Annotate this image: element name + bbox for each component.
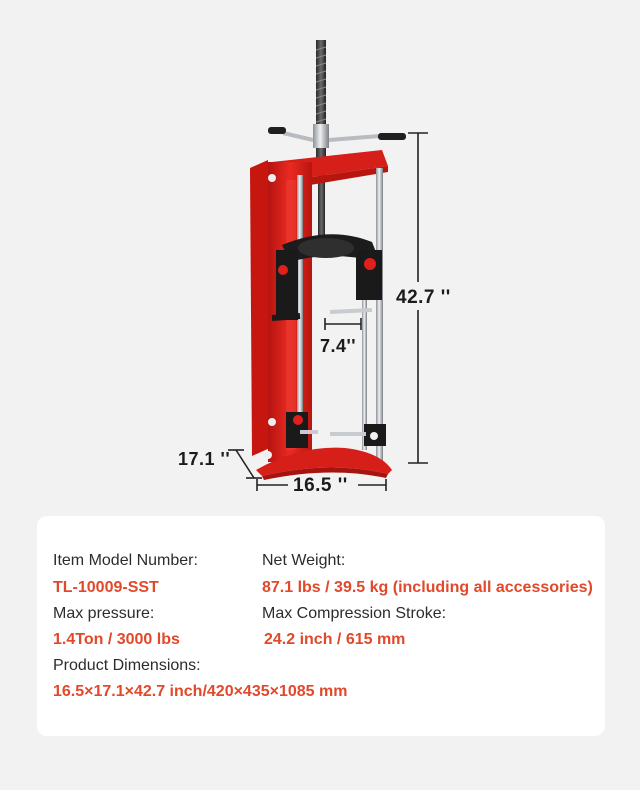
net-weight-value: 87.1 lbs / 39.5 kg (including all accessories) <box>262 579 593 596</box>
spec-card <box>37 516 605 736</box>
compression-stroke-label: Max Compression Stroke: <box>262 605 447 622</box>
opening-dimension-line <box>325 318 361 330</box>
height-dimension-label: 42.7 '' <box>396 287 451 308</box>
model-number-value: TL-10009-SST <box>53 579 159 596</box>
depth-dimension-label: 17.1 '' <box>178 449 231 469</box>
lower-clamp <box>286 412 386 448</box>
depth-dimension-line <box>228 450 262 478</box>
max-pressure-value: 1.4Ton / 3000 lbs <box>53 631 180 648</box>
net-weight-label: Net Weight: <box>262 552 346 569</box>
compression-stroke-value: 24.2 inch / 615 mm <box>264 631 406 648</box>
model-number-label: Item Model Number: <box>53 552 198 569</box>
product-dimensions-label: Product Dimensions: <box>53 657 201 674</box>
max-pressure-label: Max pressure: <box>53 605 155 622</box>
t-handle <box>268 124 406 148</box>
product-dimensions-value: 16.5×17.1×42.7 inch/420×435×1085 mm <box>53 683 348 700</box>
width-dimension-label: 16.5 '' <box>293 475 348 496</box>
opening-dimension-label: 7.4'' <box>320 336 357 356</box>
